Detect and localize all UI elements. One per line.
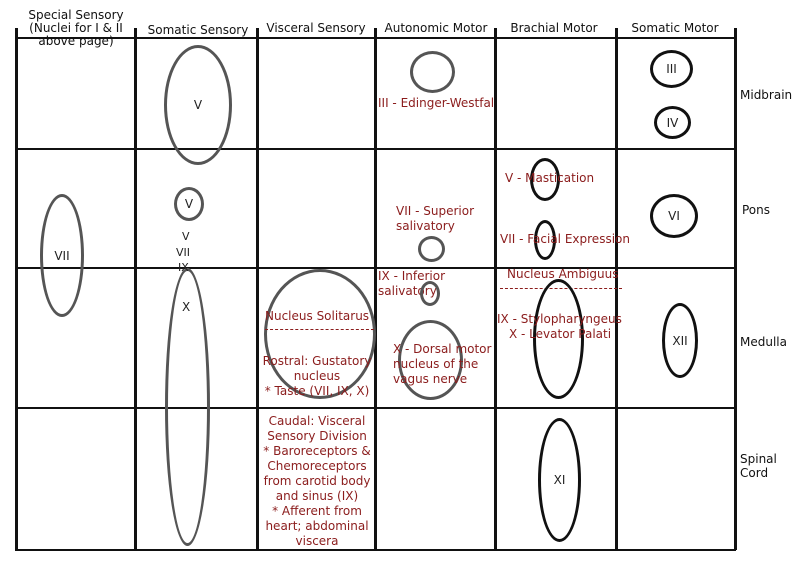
row-label-medulla: Medulla — [740, 335, 787, 349]
grid-line-h5 — [15, 549, 736, 551]
inferior-salivatory-line-1: IX - Inferior — [378, 269, 446, 283]
nucleus-xi — [538, 418, 581, 542]
nucleus-edinger-westfal — [410, 51, 455, 93]
nucleus-superior-salivatory — [418, 236, 445, 262]
header-brachial-motor: Brachial Motor — [510, 21, 598, 35]
levator-palati-label: X - Levator Palati — [509, 327, 612, 341]
mastication-label: V - Mastication — [505, 171, 595, 185]
superior-salivatory-line-2: salivatory — [396, 219, 455, 233]
caudal-text — [258, 414, 376, 549]
row-label-pons: Pons — [742, 203, 771, 217]
nucleus-v-pons-label: V — [184, 197, 194, 211]
rostral-line-2: nucleus — [293, 369, 341, 383]
edinger-westfal-label: III - Edinger-Westfal — [378, 96, 495, 110]
facial-expression-label: VII - Facial Expression — [500, 232, 630, 246]
header-somatic-sensory: Somatic Sensory — [147, 23, 249, 37]
stylopharyngeus-label: IX - Stylopharyngeus — [497, 312, 622, 326]
nucleus-vii-label: VII — [54, 248, 70, 263]
nucleus-vi-label: VI — [668, 209, 680, 223]
nucleus-v-midbrain-label: V — [193, 98, 203, 112]
nucleus-v-midbrain — [164, 45, 232, 165]
row-label-midbrain: Midbrain — [740, 88, 793, 102]
superior-salivatory-label — [396, 204, 474, 234]
caudal-line-9: viscera — [295, 534, 339, 548]
nucleus-xii-label: XII — [672, 333, 688, 348]
label-ix-stack: IX — [178, 261, 189, 274]
grid-line-h3 — [15, 267, 736, 269]
nucleus-iv-label: IV — [666, 115, 679, 130]
grid-line-v7 — [734, 28, 737, 550]
header-special-sensory-title: Special Sensory — [28, 8, 124, 22]
header-somatic-motor: Somatic Motor — [631, 21, 719, 35]
rostral-line-3: * Taste (VII, IX, X) — [264, 384, 370, 398]
rostral-text — [258, 354, 376, 399]
grid-line-v5 — [494, 28, 497, 550]
grid-line-h2 — [15, 148, 736, 150]
superior-salivatory-line-1: VII - Superior — [396, 204, 475, 218]
nucleus-vii-special-sensory — [40, 194, 84, 317]
row-label-spinal-line-1: Spinal — [740, 452, 777, 466]
label-v-stack: V — [182, 230, 190, 243]
grid-line-v2 — [134, 28, 137, 550]
nucleus-v-pons — [174, 187, 204, 221]
header-special-sensory-note-1: (Nuclei for I & II — [29, 21, 123, 35]
grid-line-v6 — [615, 28, 618, 550]
nucleus-vi — [650, 194, 698, 238]
dorsal-motor-vagus-label — [393, 342, 491, 387]
caudal-line-4: Chemoreceptors — [267, 459, 367, 473]
caudal-line-7: * Afferent from — [272, 504, 362, 518]
nucleus-inferior-salivatory — [420, 281, 440, 306]
header-special-sensory-note-2: above page) — [38, 34, 114, 48]
caudal-line-5: from carotid body — [263, 474, 371, 488]
caudal-line-3: * Baroreceptors & — [263, 444, 371, 458]
dorsal-motor-line-3: vagus nerve — [393, 372, 468, 386]
header-special-sensory — [14, 9, 138, 48]
nucleus-iii-label: III — [666, 62, 677, 76]
header-visceral-sensory: Visceral Sensory — [266, 21, 366, 35]
header-autonomic-motor: Autonomic Motor — [384, 21, 488, 35]
nucleus-iii — [650, 50, 693, 88]
inferior-salivatory-line-2: salivatory — [378, 284, 437, 298]
solitarus-title: Nucleus Solitarus — [265, 309, 370, 323]
nucleus-xi-label: XI — [553, 473, 566, 487]
dorsal-motor-line-1: X - Dorsal motor — [393, 342, 492, 356]
label-x-somatic: X — [182, 300, 191, 314]
caudal-line-2: Sensory Division — [267, 429, 367, 443]
row-label-spinal-cord — [740, 452, 777, 480]
caudal-line-6: and sinus (IX) — [275, 489, 359, 503]
caudal-line-1: Caudal: Visceral — [268, 414, 366, 428]
rostral-line-1: Rostral: Gustatory — [262, 354, 372, 368]
nucleus-iv — [654, 106, 691, 139]
grid-line-h4 — [15, 407, 736, 409]
label-vii-stack: VII — [176, 246, 191, 259]
ambiguus-label: Nucleus Ambiguus — [507, 267, 619, 281]
row-label-spinal-line-2: Cord — [740, 466, 769, 480]
dorsal-motor-line-2: nucleus of the — [393, 357, 479, 371]
nucleus-xii — [662, 303, 698, 378]
solitarus-divider — [265, 329, 374, 330]
caudal-line-8: heart; abdominal — [265, 519, 369, 533]
grid-line-v1 — [15, 28, 18, 550]
